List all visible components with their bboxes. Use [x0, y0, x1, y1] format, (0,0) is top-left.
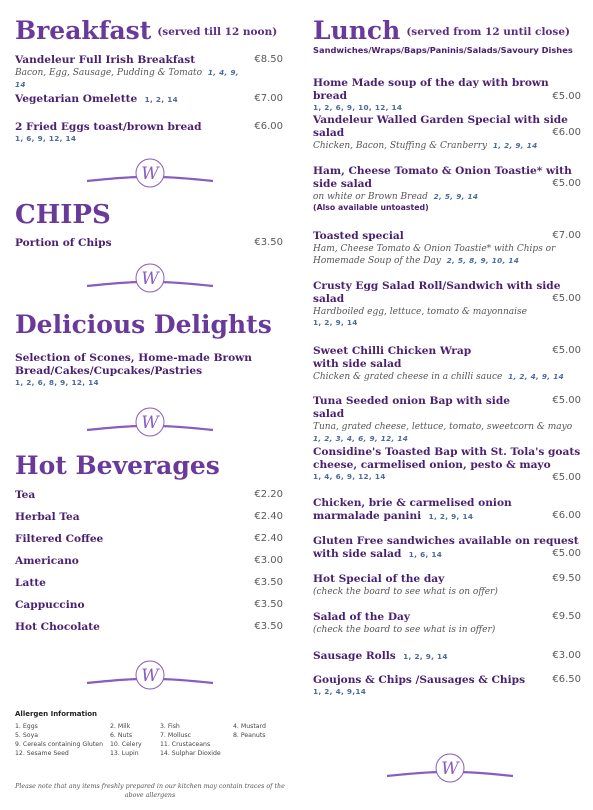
chips-heading: CHIPS: [15, 200, 111, 230]
menu-item: [15, 511, 283, 524]
item-name: Tea: [15, 489, 36, 501]
item-price: €3.50: [254, 599, 283, 610]
item-name: Considine's Toasted Bap with St. Tola's goats cheese, carmelised onion, pesto & mayo: [313, 446, 581, 471]
item-desc: (check the board to see what is on offer): [313, 587, 498, 597]
item-name: Tuna Seeded onion Bap with side salad: [313, 395, 510, 420]
item-allergens: 1, 2, 9, 14: [492, 141, 538, 150]
menu-item: [15, 489, 283, 502]
item-price: €3.00: [254, 555, 283, 566]
item-desc: Ham, Cheese Tomato & Onion Toastie* with Chips or Homemade Soup of the Day: [313, 244, 556, 266]
menu-item: [313, 114, 581, 152]
item-price: €2.20: [254, 489, 283, 500]
item-price: €6.00: [552, 510, 581, 521]
item-desc: (check the board to see what is in offer): [313, 625, 496, 635]
item-price: €2.40: [254, 533, 283, 544]
allergen-item: 14. Sulphar Dioxide: [160, 750, 221, 757]
item-price: €5.00: [552, 472, 581, 483]
allergen-item: 8. Peanuts: [233, 732, 266, 739]
menu-item: [313, 77, 581, 112]
menu-item: [313, 165, 581, 212]
menu-item: [15, 621, 283, 634]
item-price: €6.50: [552, 674, 581, 685]
item-price: €6.00: [254, 121, 283, 132]
item-note: (Also available untoasted): [313, 203, 429, 212]
item-desc: Chicken, Bacon, Stuffing & Cranberry: [313, 141, 488, 151]
allergen-item: 13. Lupin: [110, 750, 139, 757]
w-logo-icon: [85, 655, 215, 695]
allergen-note: Please note that any items freshly prepared in our kitchen may contain traces of the above allergens: [15, 783, 285, 799]
item-allergens: 1, 4, 6, 9, 12, 14: [313, 472, 386, 481]
item-name: Selection of Scones, Home-made Brown Bread/Cakes/Cupcakes/Pastries: [15, 352, 252, 377]
menu-item: [15, 121, 283, 143]
menu-item: [15, 237, 283, 250]
item-name: Filtered Coffee: [15, 533, 104, 545]
item-price: €7.00: [254, 93, 283, 104]
menu-item: [15, 555, 283, 568]
item-allergens: 1, 6, 14: [408, 550, 443, 559]
menu-item: [313, 650, 581, 663]
item-allergens: 1, 2, 6, 9, 10, 12, 14: [313, 103, 403, 112]
allergen-title: Allergen Information: [15, 710, 98, 718]
item-name: Home Made soup of the day with brown bread: [313, 77, 549, 102]
item-allergens: 1, 2, 14: [144, 95, 178, 104]
item-price: €5.00: [552, 548, 581, 559]
item-price: €6.00: [552, 127, 581, 138]
svg-text:W: W: [141, 164, 159, 184]
item-name: Ham, Cheese Tomato & Onion Toastie* with side salad: [313, 165, 572, 190]
item-name: Vandeleur Walled Garden Special with side salad: [313, 114, 568, 139]
item-desc: Bacon, Egg, Sausage, Pudding & Tomato: [15, 68, 203, 78]
lunch-subline: Sandwiches/Wraps/Baps/Paninis/Salads/Savoury Dishes: [313, 45, 573, 55]
menu-item: [313, 573, 581, 598]
menu-item: [15, 54, 283, 91]
allergen-item: 12. Sesame Seed: [15, 750, 69, 757]
item-name: Goujons & Chips /Sausages & Chips: [313, 674, 526, 686]
item-name: Vegetarian Omelette: [15, 93, 138, 105]
allergen-item: 3. Fish: [160, 723, 180, 730]
logo-divider: [85, 655, 215, 695]
w-logo-icon: [85, 258, 215, 298]
svg-text:W: W: [141, 666, 159, 686]
item-price: €2.40: [254, 511, 283, 522]
allergen-list: [15, 723, 285, 757]
menu-item: [313, 611, 581, 636]
svg-text:W: W: [141, 413, 159, 433]
menu-item: [313, 674, 581, 696]
item-desc: Tuna, grated cheese, lettuce, tomato, sweetcorn & mayo: [313, 422, 573, 432]
item-name: Sausage Rolls: [313, 650, 396, 662]
item-price: €5.00: [552, 91, 581, 102]
item-price: €7.00: [552, 230, 581, 241]
menu-item: [313, 497, 581, 523]
menu-item: [313, 395, 581, 445]
item-allergens: 2, 5, 8, 9, 10, 14: [446, 256, 520, 265]
item-name: Latte: [15, 577, 46, 589]
delights-heading: Delicious Delights: [15, 310, 272, 339]
menu-item: [15, 599, 283, 612]
item-name: Portion of Chips: [15, 237, 112, 249]
item-name: Toasted special: [313, 230, 404, 242]
logo-divider: [85, 402, 215, 442]
item-name: Chicken, brie & carmelised onion marmalade panini: [313, 497, 512, 522]
item-desc: on white or Brown Bread: [313, 192, 428, 202]
allergen-item: 1. Eggs: [15, 723, 38, 730]
item-name: Sweet Chilli Chicken Wrap with side salad: [313, 345, 472, 370]
w-logo-icon: [85, 153, 215, 193]
item-name: Hot Chocolate: [15, 621, 100, 633]
menu-item: [313, 280, 581, 327]
item-allergens: 2, 5, 9, 14: [433, 192, 479, 201]
menu-item: [313, 535, 581, 561]
item-name: Crusty Egg Salad Roll/Sandwich with side salad: [313, 280, 561, 305]
breakfast-heading: Breakfast $^{(served till 12 noon)}$: [15, 16, 278, 45]
item-allergens: 1, 6, 9, 12, 14: [15, 134, 77, 143]
item-allergens: 1, 2, 9, 14: [428, 512, 474, 521]
allergen-item: 11. Crustaceans: [160, 741, 211, 748]
item-price: €5.00: [552, 345, 581, 356]
menu-item: [15, 533, 283, 546]
item-price: €3.50: [254, 621, 283, 632]
item-price: €8.50: [254, 54, 283, 65]
item-name: 2 Fried Eggs toast/brown bread: [15, 121, 202, 133]
menu-item: [313, 446, 581, 481]
item-name: Cappuccino: [15, 599, 85, 611]
w-logo-icon: [385, 748, 515, 788]
allergen-item: 4. Mustard: [233, 723, 266, 730]
menu-item: [15, 577, 283, 590]
lunch-subtitle: (served from 12 until close): [406, 26, 570, 38]
beverages-heading: Hot Beverages: [15, 451, 220, 480]
item-allergens: 1, 2, 9, 14: [313, 318, 358, 327]
item-price: €9.50: [552, 611, 581, 622]
allergen-item: 10. Celery: [110, 741, 142, 748]
menu-item: [313, 230, 581, 267]
item-name: Hot Special of the day: [313, 573, 445, 585]
logo-divider: [85, 153, 215, 193]
item-price: €5.00: [552, 178, 581, 189]
menu-item: [313, 345, 581, 383]
menu-item: [15, 93, 283, 106]
item-allergens: 1, 2, 9, 14: [403, 652, 448, 661]
allergen-item: 2. Milk: [110, 723, 131, 730]
item-name: Americano: [15, 555, 79, 567]
logo-divider: [85, 258, 215, 298]
item-desc: Hardboiled egg, lettuce, tomato & mayonnaise: [313, 307, 527, 317]
svg-text:W: W: [441, 759, 459, 779]
item-allergens: 1, 2, 4, 9,14: [313, 687, 367, 696]
w-logo-icon: [85, 402, 215, 442]
item-allergens: 1, 4, 9, 14: [15, 68, 239, 89]
item-price: €3.50: [254, 237, 283, 248]
svg-text:W: W: [141, 269, 159, 289]
item-name: Salad of the Day: [313, 611, 411, 623]
allergen-item: 9. Cereals containing Gluten: [15, 741, 104, 748]
allergen-item: 5. Soya: [15, 732, 39, 739]
allergen-item: [233, 750, 285, 757]
item-allergens: 1, 2, 4, 9, 14: [508, 372, 564, 381]
item-price: €5.00: [552, 395, 581, 406]
logo-divider: [385, 748, 515, 788]
allergen-item: 7. Mollusc: [160, 732, 191, 739]
item-price: €3.00: [552, 650, 581, 661]
allergen-item: [233, 741, 285, 748]
item-name: Vandeleur Full Irish Breakfast: [15, 54, 196, 66]
item-name: Gluten Free sandwiches available on request with side salad: [313, 535, 579, 560]
menu-item: [15, 352, 283, 387]
lunch-heading: Lunch $^{(served from 12 until close)}$: [313, 16, 570, 45]
item-allergens: 1, 2, 3, 4, 6, 9, 12, 14: [313, 434, 409, 443]
item-name: Herbal Tea: [15, 511, 80, 523]
breakfast-subtitle: (served till 12 noon): [157, 26, 278, 38]
item-price: €9.50: [552, 573, 581, 584]
item-allergens: 1, 2, 6, 8, 9, 12, 14: [15, 378, 99, 387]
item-price: €5.00: [552, 293, 581, 304]
item-price: €3.50: [254, 577, 283, 588]
item-desc: Chicken & grated cheese in a chilli sauce: [313, 372, 503, 382]
allergen-item: 6. Nuts: [110, 732, 133, 739]
